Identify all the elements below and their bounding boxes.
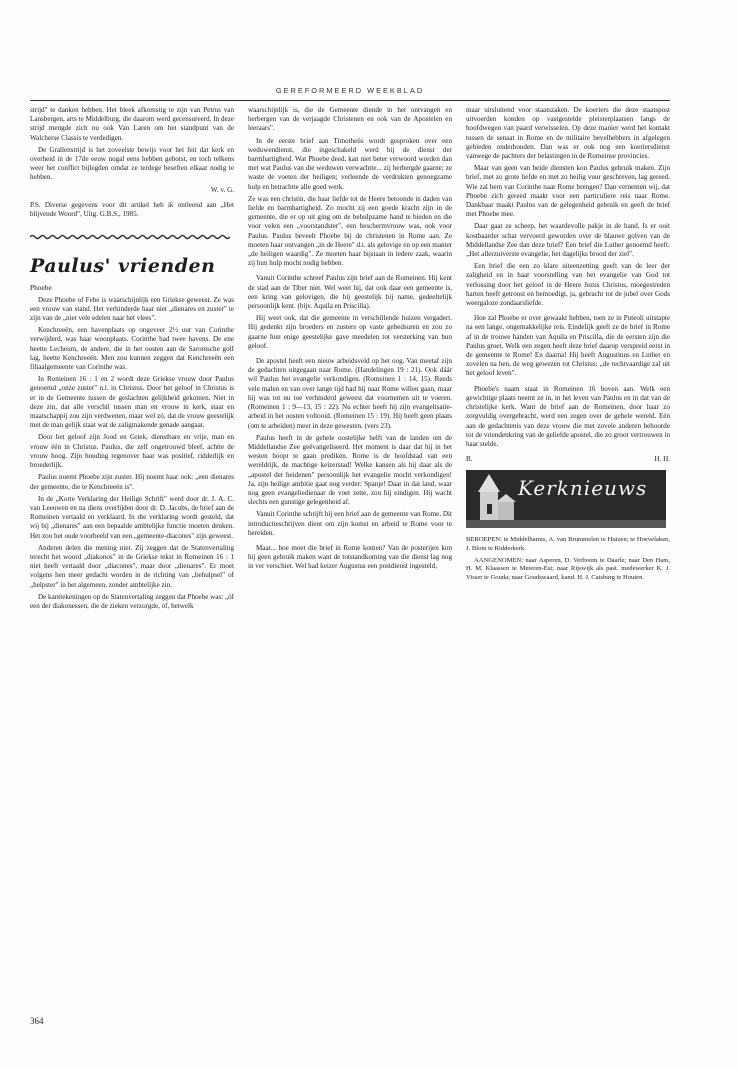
paragraph: De Grallenstrijd is het zoveelste bewijs voor het feit dat kerk en overheid in de 17de eeuw nogal eens hebben gebotst, en toch telkens weer het conflict bijlegden omdat ze terdege beseften elkaar nodig te hebben. [30,145,234,182]
paragraph: Ze was een christin, die haar liefde tot de Heere betoonde in daden van liefde en barmhartigheid. Zo mocht zij een goede kracht zijn in de gemeente, die er op uit ging om de behulpzame hand te bieden en die voor velen een „voorstandster", een beschermvrouw was, ook voor Paulus. Paulus beveelt Phoebe bij de christenen in Rome aan. Ze moeten haar ontvangen „in de Heere" d.i. als gelovige en op een manier „de heiligen waardig". Ze moeten haar bijstaan in iedere zaak, waarin zij hun hulp mocht nodig hebben. [248,194,452,268]
paragraph: In de eerste brief aan Timotheüs wordt gesproken over een weduwendienst, die ingeschakeld werd bij de dienst der barmhartigheid. Wat Phoebe deed, kan niet beter verwoord worden dan met wat Paulus van die weduwen verwachtte... zij herbergde gaarne; ze waste de voeten der heiligen; verleende de verdrukten genoegzame hulp en betrachtte alle goed werk. [248,136,452,191]
article-title: Paulus' vrienden [30,255,216,278]
column-3 [466,106,670,585]
paragraph: Maar... hoe moet die brief in Rome komen? Van de posterijen kon hij geen gebruik maken want de totstandkoming van die dienst lag nog in ver verschiet. Wel had keizer Augustus een postdienst ingesteld, [248,543,452,571]
kerknieuws-banner [466,470,666,528]
column-1 [30,106,234,614]
column-2 [248,106,452,575]
signature: W. v. G. [210,185,234,194]
masthead: GEREFORMEERD WEEKBLAD [275,86,425,95]
paragraph: waarschijnlijk is, die de Gemeente diende in het ontvangen en herbergen van de verjaagde Christenen en ook van de Apostelen en leeraars". [248,106,452,133]
paragraph: De kanttekeningen op de Statenvertaling zeggen dat Phoebe was: „óf een der diakonessen, die de zieken verzorgde, óf, hetwelk [30,592,234,610]
paragraph: Daar gaat ze scheep, het waardevolle pakje in de hand. Is er ooit kostbaarder schat vervoerd geworden over de blauwe golven van de Middellandse Zee dan deze brief? Een brief die Luther genoemd heeft: „Het allerzuiverste evangelie, het dagelijks brood der ziel". [466,222,670,259]
paragraph: Kenchreeën, een havenplaats op ongeveer 2½ uur van Corinthe verwijderd, was haar woonplaats. Corinthe had twee havens. De ene heette Lecheum, de andere, die in het oosten aan de Saronische golf lag, heette Kenchreeën. Men zou kunnen zeggen dat Kenchreeën een filiaalgemeente van Corinthe was. [30,326,234,372]
paragraph: Paulus noemt Phoebe zijn zuster. Hij noemt haar ook: „een dienares der gemeente, die te Kenchreeën is". [30,473,234,491]
wavy-divider [30,234,230,240]
paragraph: Door het geloof zijn Jood en Griek, dienstbare en vrije, man en vrouw één in Christus. Paulus, die zelf ongetrouwd bleef, achtte de vrouw hoog. Zijn houding tegenover haar was positief, ridderlijk en broederlijk. [30,433,234,470]
paragraph: Deze Phoebe of Febe is waarschijnlijk een Griekse geweest. Ze was een vrouw van stand. Het verhinderde haar niet „dienares en zuster" te zijn van de „niet vele edelen naar het vlees". [30,295,234,323]
paragraph: maar uitsluitend voor staatszaken. De koeriers die deze staatspost uitvoerden konden op vastgestelde pleisterplaatsen langs de hoofdwegen van paard verwisselen. Op deze manier werd het kontakt tussen de senaat in Rome en de militaire bevelhebbers in afgelegen gebieden onderhouden. Dan was er ook nog een koeriersdienst vanwege de pachters der belastingen in de Romeinse provincies. [466,106,670,161]
paragraph: Phoebe's naam staat in Romeinen 16 boven aan. Welk een gewichtige plaats neemt ze in, in het leven van Paulus en in dat van de christelijke kerk. Want de brief aan de Romeinen, door haar zo zorgvuldig overgebracht, werd een zegen over de gehele wereld. Eén aan de gedachtenis van deze vrouw die met zovele anderen behoorde tot de vriendenkring van de geliefde apostel, die zo groot vertrouwen in haar stelde. [466,384,670,448]
paragraph: Hij weet ook, dat die gemeente in verschillende huizen vergadert. Hij gedenkt zijn broeders en zusters op vaste gebedsuren en zou zo gaarne hun enige geestelijke gave meedelen tot versterking van hun geloof. [248,314,452,350]
signature-left: B. [466,455,473,464]
paragraph: Hoe zal Phoebe er over gewaakt hebben, toen ze in Puteoli uitstapte na een lange, ongemakkelijke reis. Eindelijk geeft ze de brief in Rome af in de trouwe handen van Aquila en Priscilla, die de eersten zijn die Paulus groet. Welk een zegen heeft deze brief daarop verspreid eerst in de gemeente te Rome! En daarna! Hij heeft Augustinus en Luther en zovelen na hen, de weg gewezen tot Christus: „de rechtvaardige zal uit het geloof leven". [466,314,670,378]
paragraph: De apostel heeft een nieuw arbeidsveld op het oog. Van meetaf zijn de gedachten uitgegaan naar Rome. (Handelingen 19 : 21). Ook dáár wil Paulus het evangelie verkondigen. (Romeinen 1 : 14, 15). Reeds vele malen en van over lange tijd had hij naar Rome willen gaan, maar hij was tot nu toe verhinderd geweest dat voornemen uit te voeren. (Romeinen 1 : 9—13, 15 : 22). Nu echter heeft hij zijn evangelisatie-arbeid in het oosten voltooid. (Romeinen 15 : 19). Hij heeft geen plaats (om te arbeiden) meer in deze gewesten. (vers 23). [248,357,452,430]
banner-title: Kerknieuws [518,476,648,501]
signature-right: H. H. [654,455,670,464]
paragraph: strijd" te danken hebben. Het bleek afkomstig te zijn van Petrus van Lansbergen, arts te Middelburg, die daarom werd gecensureerd. In deze strijd mengde zich nu ook Van Laren om het standpunt van de Walcherse Classis te verdedigen. [30,106,234,142]
paragraph: In de „Korte Verklaring der Heilige Schrift" werd door dr. J. A. C. van Leeuwen en na diens overlijden door dr. D. Jacobs, de brief aan de Romeinen vertaald en verklaard. In die verklaring wordt gesteld, dat wij bij „dienares" aan een bepaalde ambtelijke functie moeten denken. Het zou het oude voorbeeld van een „gemeente-diacones" zijn geweest. [30,494,234,540]
paragraph: Anderen delen die mening niet. Zij zeggen dat de Statenvertaling terecht het woord „diakonos" in de Griekse tekst in Romeinen 16 : 1 niet heeft vertaald door „diacones", maar door „dienares". Er moet volgens hen meer gedacht worden in de richting van „behulpsel" of „helpster" in het algemeen, zonder ambtelijke zin. [30,543,234,589]
paragraph: In Romeinen 16 : 1 en 2 wordt deze Griekse vrouw door Paulus genoemd „onze zuster" n.l. in Christus. Door het geloof in Christus is er in de Gemeente tussen de geslachten gelijkheid gekomen. Niet in deze zin, dat alle verschil tussen man en vrouw in kerk, staat en maatschappij zou zijn verdwenen, maar wel zó, dat de vrouw geestelijk met de man gelijk staat wat de zaligmakende genade aangaat. [30,375,234,430]
paragraph: Paulus heeft in de gehele oostelijke helft van de landen om de Middellandse Zee geëvangeliseerd. Het moment is daar dat hij in het westen hoopt te gaan prediken. Rome is de hoofdstad van een wereldrijk, de machtige keizerstad! Welke kansen als hij daar als de „apostel der heidenen" persoonlijk het evangelie mocht verkondigen! Ja, zijn heilige ambitie gaat nog verder: Spanje! Daar in dat land, waar nog geen evangeliedienaar de voet zette, zou hij eindigen. Hij wacht slechts een gunstige gelegenheid af. [248,433,452,507]
news-beroepen: BEROEPEN: te Middelharnis, A. van Brummelen te Huizen; te Hoevelaken, J. Blom te Ridderkerk. [466,536,670,552]
paragraph: Een brief die een zo klare uiteenzetting geeft van de leer der zaligheid en in haar voorstelling van het evangelie van God tot verlossing door het geloof in de Heere Jezus Christus, moegestreden harten heeft getroost en bemoedigt, ja, gebracht tot de jubel over Gods weergaloze zondaarsliefde. [466,262,670,308]
news-aangenomen: AANGENOMEN: naar Asperen, D. Verboom te Daarle; naar Den Ham, H. M. Klaassen te Meteren-Est; naar Rijswijk als past. medewerker K. J. Visser te Gouda; naar Goudswaard, kand. H. J. Catsburg te Houten. [466,556,670,581]
postscript: P.S. Diverse gegevens voor dit artikel heb ik ontleend aan „Het blijvende Woord", Uitg. G.B.S., 1985. [30,200,234,219]
paragraph: Vanuit Corinthe schreef Paulus zijn brief aan de Romeinen. Hij kent de stad aan de Tiber niet. Wel weet hij, dat ook daar een gemeente is, een kring van gelovigen, die hij geestelijk bij name, gedeeltelijk persoonlijk kent. (bijv. Aquila en Priscilla). [248,274,452,311]
subheading: Phoebe [30,283,52,293]
signature-row [466,455,670,464]
header-rule [30,100,670,101]
page-number: 364 [30,1016,44,1026]
paragraph: Maar van geen van beide diensten kon Paulus gebruik maken. Zijn brief, met zo grote liefde en met zo heilig vuur geschreven, lag gereed. Wie zal hem van Corinthe naar Rome brengen? Dan vernemen wij, dat Phoebe zich gereed maakt voor een particuliere reis naar Rome. Dankbaar maakt Paulus van de gelegenheid gebruik en geeft de brief met Phoebe mee. [466,164,670,219]
paragraph: Vanuit Corinthe schrijft hij een brief aan de gemeente van Rome. Dit introductieschrijven dient om zijn komst en arbeid te Rome voor te bereiden. [248,510,452,537]
